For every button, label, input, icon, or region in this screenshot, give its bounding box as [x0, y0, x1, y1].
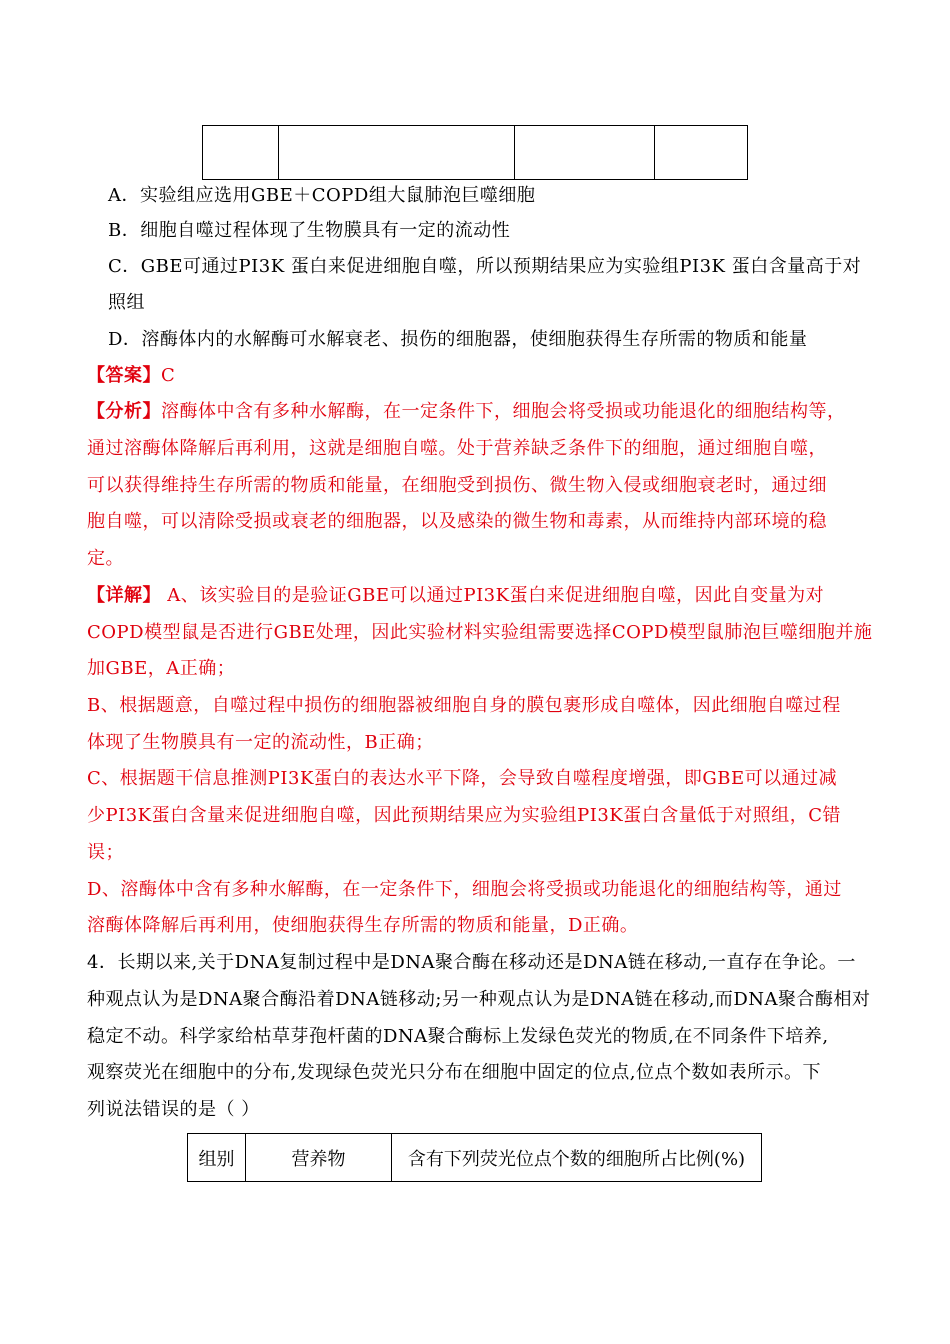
answer-label: 【答案】 — [87, 365, 161, 386]
question-4-text: 观察荧光在细胞中的分布,发现绿色荧光只分布在细胞中固定的位点,位点个数如表所示。下 — [87, 1062, 821, 1083]
answer-line — [87, 366, 175, 386]
table-header-proportion: 含有下列荧光位点个数的细胞所占比例(%) — [392, 1134, 762, 1182]
detail-line — [87, 586, 824, 606]
table-cell — [279, 126, 515, 180]
detail-text: 加GBE，A正确； — [87, 658, 236, 679]
analysis-text: 可以获得维持生存所需的物质和能量，在细胞受到损伤、微生物入侵或细胞衰老时，通过细 — [87, 475, 827, 496]
analysis-text: 胞自噬，可以清除受损或衰老的细胞器，以及感染的微生物和毒素，从而维持内部环境的稳 — [87, 511, 827, 532]
option-a: A．实验组应选用GBE＋COPD组大鼠肺泡巨噬细胞 — [108, 185, 536, 206]
detail-text: 误； — [87, 842, 124, 863]
table-header-group: 组别 — [188, 1134, 246, 1182]
analysis-line — [87, 402, 846, 422]
detail-text: COPD模型鼠是否进行GBE处理，因此实验材料实验组需要选择COPD模型鼠肺泡巨噬细胞并施 — [87, 622, 873, 643]
table-row — [188, 1134, 762, 1182]
question-4-text: 种观点认为是DNA聚合酶沿着DNA链移动;另一种观点认为是DNA链在移动,而DNA聚合酶相对 — [87, 989, 871, 1010]
option-c-continued: 照组 — [108, 292, 145, 313]
option-b: B．细胞自噬过程体现了生物膜具有一定的流动性 — [108, 220, 511, 241]
analysis-text: 定。 — [87, 548, 124, 569]
question-4-text: 列说法错误的是（ ） — [87, 1099, 260, 1120]
table-cell — [655, 126, 748, 180]
question-4-text: 稳定不动。科学家给枯草芽孢杆菌的DNA聚合酶标上发绿色荧光的物质,在不同条件下培养, — [87, 1026, 829, 1047]
table-fragment-top — [202, 125, 748, 180]
detail-text: 体现了生物膜具有一定的流动性，B正确； — [87, 732, 434, 753]
analysis-text: 通过溶酶体降解后再利用，这就是细胞自噬。处于营养缺乏条件下的细胞，通过细胞自噬， — [87, 438, 827, 459]
detail-text: A、该实验目的是验证GBE可以通过PI3K蛋白来促进细胞自噬，因此自变量为对 — [161, 585, 825, 606]
detail-text: 溶酶体降解后再利用，使细胞获得生存所需的物质和能量，D正确。 — [87, 915, 639, 936]
answer-value: C — [161, 365, 176, 386]
detail-text: C、根据题干信息推测PI3K蛋白的表达水平下降，会导致自噬程度增强，即GBE可以通过减 — [87, 768, 838, 789]
table-cell — [203, 126, 279, 180]
option-d: D．溶酶体内的水解酶可水解衰老、损伤的细胞器，使细胞获得生存所需的物质和能量 — [108, 329, 808, 350]
analysis-label: 【分析】 — [87, 401, 161, 422]
fluorescence-table — [187, 1133, 762, 1182]
question-4-text: 4．长期以来,关于DNA复制过程中是DNA聚合酶在移动还是DNA链在移动,一直存在争论。一 — [87, 952, 856, 973]
detail-label: 【详解】 — [87, 585, 161, 606]
detail-text: B、根据题意，自噬过程中损伤的细胞器被细胞自身的膜包裹形成自噬体，因此细胞自噬过程 — [87, 695, 841, 716]
detail-text: 少PI3K蛋白含量来促进细胞自噬，因此预期结果应为实验组PI3K蛋白含量低于对照组，C错 — [87, 805, 842, 826]
table-header-nutrient: 营养物 — [246, 1134, 392, 1182]
table-row — [203, 126, 748, 180]
detail-text: D、溶酶体中含有多种水解酶，在一定条件下，细胞会将受损或功能退化的细胞结构等，通过 — [87, 879, 842, 900]
option-c: C．GBE可通过PI3K 蛋白来促进细胞自噬，所以预期结果应为实验组PI3K 蛋白含量高于对 — [108, 256, 862, 277]
analysis-text: 溶酶体中含有多种水解酶，在一定条件下，细胞会将受损或功能退化的细胞结构等， — [161, 401, 846, 422]
table-cell — [515, 126, 655, 180]
